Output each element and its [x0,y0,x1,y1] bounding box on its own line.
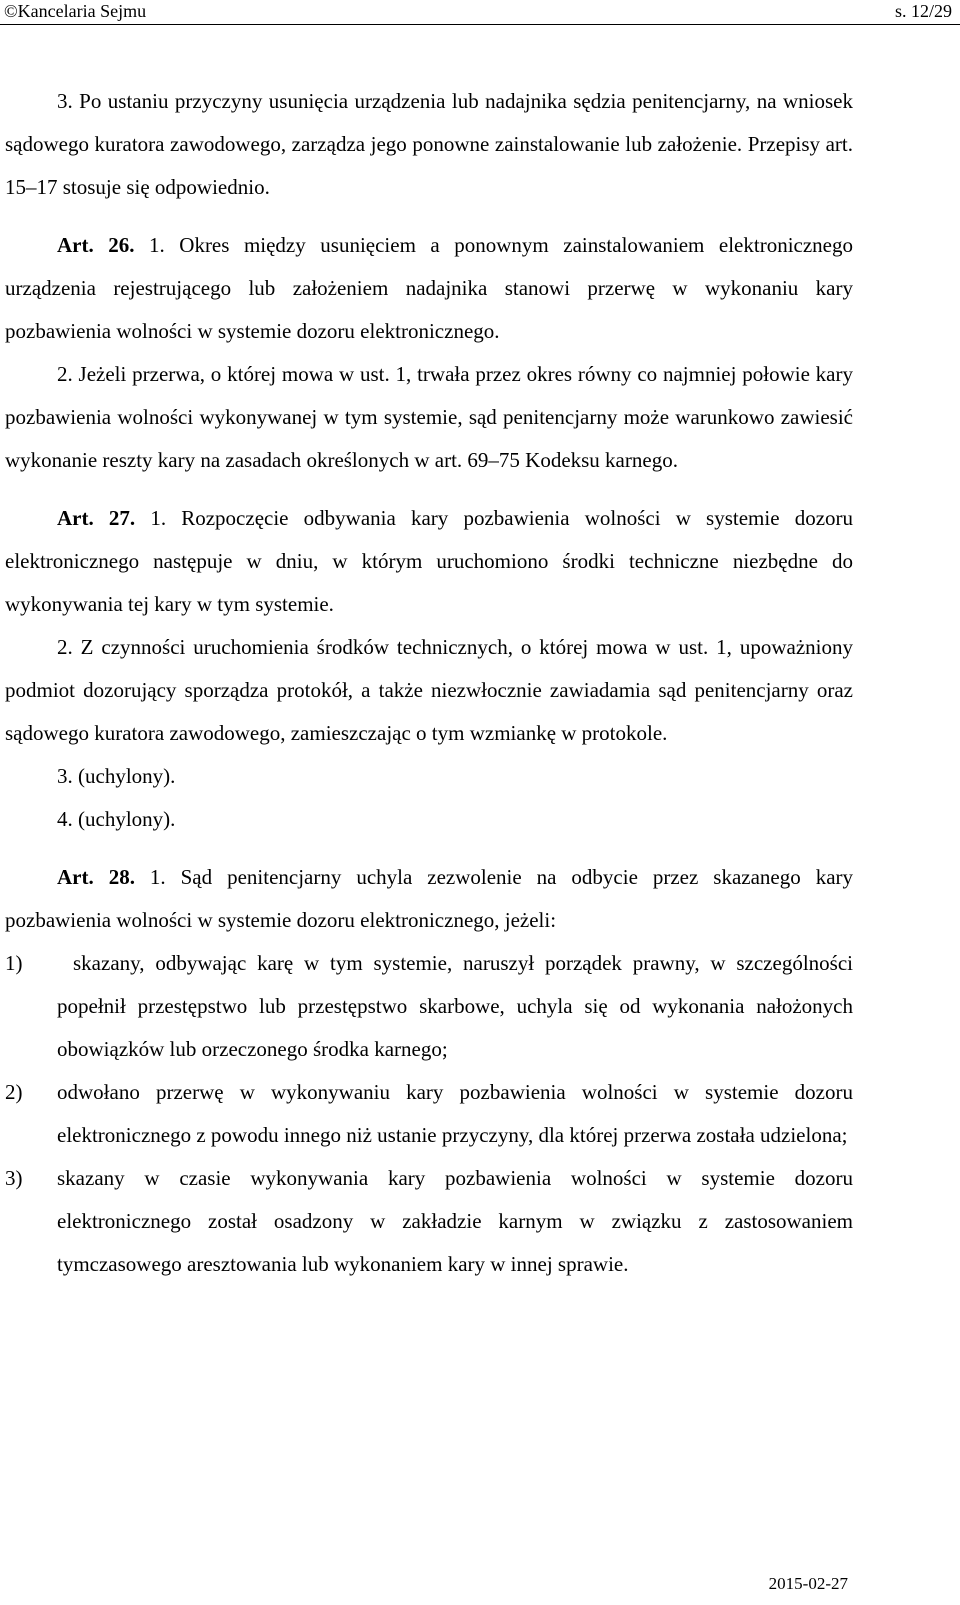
article-26-heading: Art. 26. [57,233,135,257]
article-27-ust2: 2. Z czynności uruchomienia środków technicznych, o której mowa w ust. 1, upoważniony podmiot dozorujący sporządza protokół, a także niezwłocznie zawiadamia sąd penitencjarny oraz sądowego kuratora zawodowego, zamieszczając o tym wzmiankę w protokole. [5,635,853,745]
article-28-heading: Art. 28. [57,865,135,889]
list-item [5,942,853,1071]
document-date: 2015-02-27 [768,1574,848,1593]
article-27-ust4: 4. (uchylony). [57,807,176,831]
article-26-ust1-text: 1. Okres między usunięciem a ponownym zainstalowaniem elektronicznego urządzenia rejestrującego lub założeniem nadajnika stanowi przerwę w wykonaniu kary pozbawienia wolności w systemie dozoru elektronicznego. [5,233,853,343]
page-number: s. 12/29 [894,1,952,21]
article-28-ust1-text: 1. Sąd penitencjarny uchyla zezwolenie na odbycie przez skazanego kary pozbawienia wolności w systemie dozoru elektronicznego, jeżeli: [5,865,854,932]
document-body [5,80,853,1286]
list-item-number: 1) [5,951,23,975]
article-28-ust1 [5,856,853,942]
article-27-ust1 [5,497,853,626]
list-item [5,1071,853,1157]
list-item-number: 3) [5,1166,23,1190]
article-27-heading: Art. 27. [57,506,136,530]
paragraph-art25-ust3: 3. Po ustaniu przyczyny usunięcia urządzenia lub nadajnika sędzia penitencjarny, na wniosek sądowego kuratora zawodowego, zarządza jego ponowne zainstalowanie lub założenie. Przepisy art. 15–17 stosuje się odpowiednio. [5,89,853,199]
list-item-number: 2) [5,1080,23,1104]
list-item [5,1157,853,1286]
article-27-ust1-text: 1. Rozpoczęcie odbywania kary pozbawienia wolności w systemie dozoru elektronicznego następuje w dniu, w którym uruchomiono środki techniczne niezbędne do wykonywania tej kary w tym systemie. [5,506,854,616]
article-26-ust2: 2. Jeżeli przerwa, o której mowa w ust. 1, trwała przez okres równy co najmniej połowie kary pozbawienia wolności wykonywanej w tym systemie, sąd penitencjarny może warunkowo zawiesić wykonanie reszty kary na zasadach określonych w art. 69–75 Kodeksu karnego. [5,362,853,472]
list-item-text: odwołano przerwę w wykonywaniu kary pozbawienia wolności w systemie dozoru elektronicznego z powodu innego niż ustanie przyczyny, dla której przerwa została udzielona; [57,1080,853,1147]
page-header [0,0,960,25]
article-27-ust3: 3. (uchylony). [57,764,176,788]
article-26-ust1 [5,224,853,353]
list-item-text: skazany w czasie wykonywania kary pozbawienia wolności w systemie dozoru elektronicznego został osadzony w zakładzie karnym w związku z zastosowaniem tymczasowego aresztowania lub wykonaniem kary w innej sprawie. [57,1166,853,1276]
copyright-notice: ©Kancelaria Sejmu [4,1,147,21]
list-item-text: skazany, odbywając karę w tym systemie, naruszył porządek prawny, w szczególności popełnił przestępstwo lub przestępstwo skarbowe, uchyla się od wykonania nałożonych obowiązków lub orzeczonego środka karnego; [57,951,853,1061]
